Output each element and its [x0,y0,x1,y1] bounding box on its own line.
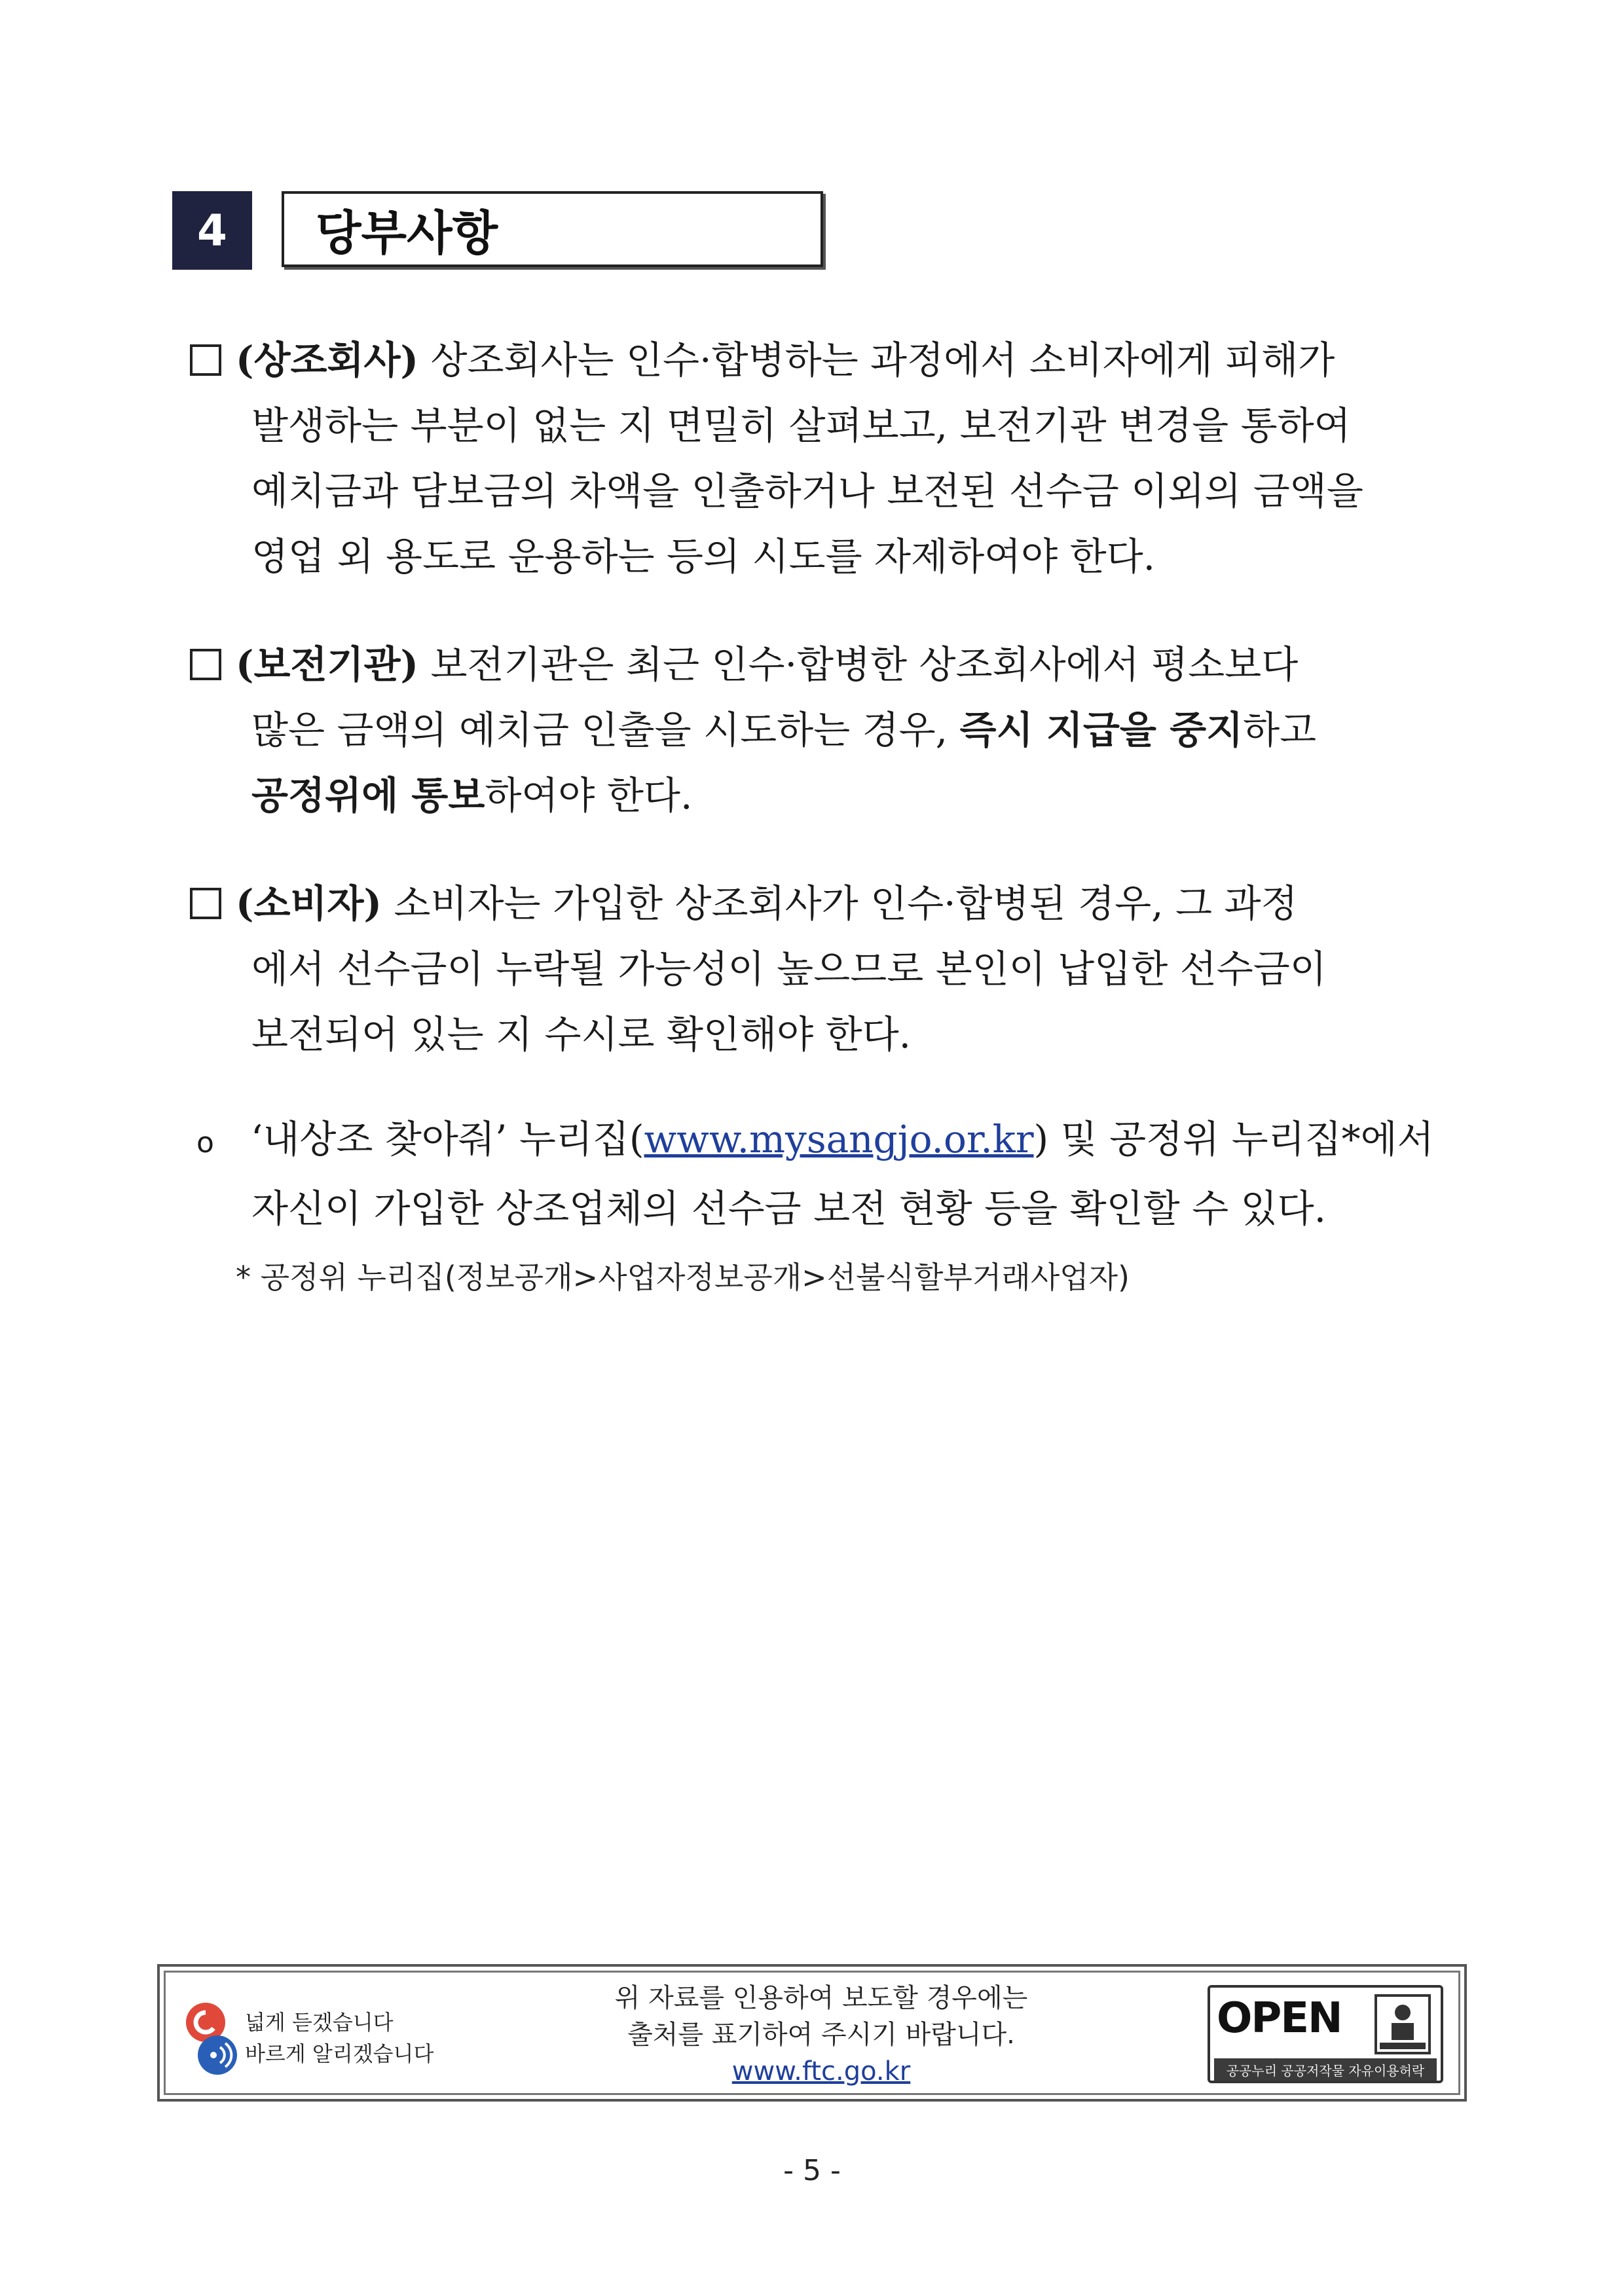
paragraph-funeral-company [190,327,1473,589]
paragraph-label: (소비자) [236,881,382,926]
notice-line2: 출처를 표기하여 주시기 바랍니다. [627,2020,1015,2050]
paragraph-text: 하여야 한다. [485,773,693,818]
paragraph-label: (상조회사) [236,338,418,382]
checkbox-square-icon [190,888,221,919]
paragraph-text: 발생하는 부분이 없는 지 면밀히 살펴보고, 보전기관 변경을 통하여 [251,403,1351,448]
bullet-paragraph [196,1106,1473,1241]
mysangjo-link[interactable]: www.mysangjo.or.kr [644,1117,1034,1161]
section-title-box [282,191,823,267]
checkbox-square-icon [190,649,221,680]
bullet-text: 자신이 가입한 상조업체의 선수금 보전 현황 등을 확인할 수 있다. [251,1186,1327,1231]
paragraph-text: 소비자는 가입한 상조회사가 인수·합병된 경우, 그 과정 [394,881,1298,926]
logo-line2: 바르게 알리겠습니다 [245,2041,434,2066]
paragraph-text: 에서 선수금이 누락될 가능성이 높으므로 본인이 납입한 선수금이 [251,947,1327,991]
checkbox-square-icon [190,344,221,376]
bullet-text: ) 및 공정위 누리집*에서 [1033,1117,1434,1161]
emphasis-text: 즉시 지급을 중지 [959,708,1244,752]
emphasis-text: 공정위에 통보 [251,773,485,818]
paragraph-text: 예치금과 담보금의 차액을 인출하거나 보전된 선수금 이외의 금액을 [251,469,1363,513]
paragraph-consumer [190,871,1473,1067]
open-subtitle: 공공누리 공공저작물 자유이용허락 [1214,2058,1437,2081]
paragraph-text: 상조회사는 인수·합병하는 과정에서 소비자에게 피해가 [430,338,1335,382]
citation-notice [553,1980,1090,2090]
ftc-logo [179,1993,454,2085]
paragraph-text: 보전기관은 최근 인수·합병한 상조회사에서 평소보다 [430,642,1299,687]
paragraph-text: 영업 외 용도로 운용하는 등의 시도를 자제하여야 한다. [251,534,1156,579]
kogl-open-badge [1208,1985,1443,2083]
paragraph-text: 많은 금액의 예치금 인출을 시도하는 경우, [251,708,948,752]
notice-line1: 위 자료를 인용하여 보도할 경우에는 [614,1983,1028,2013]
bullet-marker: o [196,1126,214,1159]
footer-box [157,1964,1467,2102]
ftc-emblem-icon [179,1993,245,2085]
page-number: - 5 - [783,2154,841,2187]
paragraph-text: 보전되어 있는 지 수시로 확인해야 한다. [251,1012,912,1057]
paragraph-text: 하고 [1243,708,1317,752]
section-number: 4 [172,191,252,270]
section-title: 당부사항 [316,206,498,261]
ftc-link[interactable]: www.ftc.go.kr [731,2056,911,2086]
open-label: OPEN [1217,1994,1342,2043]
paragraph-label: (보전기관) [236,642,418,687]
paragraph-custodian [190,632,1473,828]
attribution-person-icon [1375,1994,1431,2054]
bullet-text: ‘내상조 찾아줘’ 누리집( [250,1117,644,1161]
logo-line1: 넓게 듣겠습니다 [245,2010,394,2035]
footnote: * 공정위 누리집(정보공개>사업자정보공개>선불식할부거래사업자) [236,1260,1130,1295]
